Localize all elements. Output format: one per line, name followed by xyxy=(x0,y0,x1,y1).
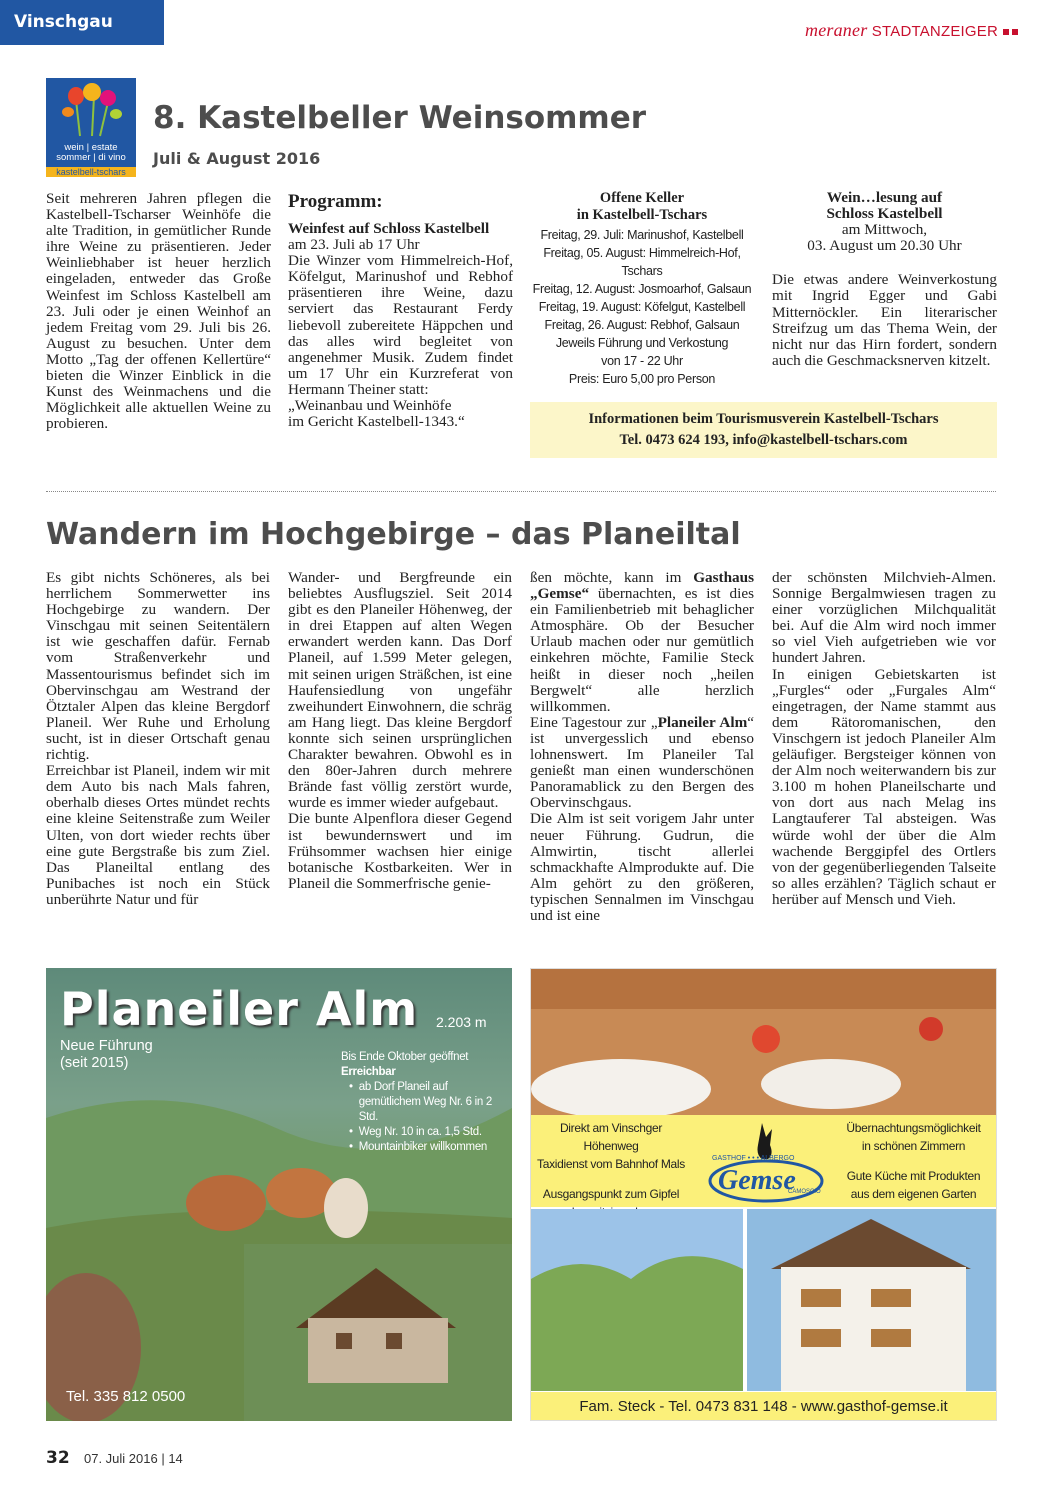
village-and-hotel-photos xyxy=(531,1209,996,1391)
gemse-text-line: Direkt am Vinschger Höhenweg xyxy=(559,1121,663,1153)
gemse-logo xyxy=(696,1115,836,1207)
gemse-right-text xyxy=(831,1119,996,1203)
logo-line: wein | estate xyxy=(64,142,118,153)
logo-line: sommer | di vino xyxy=(56,152,126,163)
text-run: übernachten, es ist dies ein Familienbetrieb mit behaglicher Atmosphäre. Ob der Besucher Urlaub machen oder nur gemütlich einkehren möchte, Familie Steck heißt in dieser noch „heilen Bergwelt“ alle herzlich willkommen. Eine Tagestour zur „ xyxy=(530,585,754,731)
gemse-text-line: in schönen Zimmern xyxy=(861,1139,966,1153)
gemse-text-line: Taxidienst vom Bahnhof Mals xyxy=(537,1157,685,1171)
ad-bullet-text: Mountainbiker willkommen xyxy=(358,1141,488,1153)
reading-text: Die etwas andere Weinverkostung mit Ingrid Egger und Gabi Mitternöckler. Ein literarischer Streifzug um das Thema Wein, der nicht nur das Hirn fordert, sondern auch die Geschmacksnerven kitzelt. xyxy=(772,271,997,369)
gemse-left-text xyxy=(531,1119,691,1221)
article-column-3 xyxy=(530,570,754,924)
info-line: Tel. 0473 624 193, info@kastelbell-tschars.com xyxy=(619,432,908,448)
intro-text: Seit mehreren Jahren pflegen die Kastelbell-Tscharser Weinhöfe die alte Tradition, in gemütlicher Runde ihre Weine zu präsentieren. Jeder Weinliebhaber ist heuer herzlich eingeladen, entweder das Große Weinfest im Schloss Kastelbell am 23. Juli oder je einen Weinhof an jedem Freitag vom 29. Juli bis 26. August zu besuchen. Unter dem Motto „Tag der offenen Kellertüre“ bieten die Winzer Einblick in die Kunst des Weinmachens und die Möglichkeit alle aktuellen Weine zu probieren. xyxy=(46,190,271,433)
restaurant-photo xyxy=(531,969,996,1115)
ad-phone: Tel. 335 812 0500 xyxy=(66,1388,186,1405)
article-title: 8. Kastelbeller Weinsommer xyxy=(153,100,647,136)
article-column-4: der schönsten Milchvieh-Almen. Sonnige Bergalmwiesen tragen zu einer vorzüglichen Milchqualität bei. Auf die Alm wird noch immer so viel Vieh aufgetrieben wie vor hundert Jahren. In einigen Gebietskarten ist „Furgles“ oder „Furgales Alm“ eingetragen, der Name stammt aus dem Rätoromanischen, den Vinschgern ist jedoch Planeiler Alm geläufiger. Bergsteiger können von der Alm noch weiterwandern bis zur 3.100 m hohen Planeilscharte und von dort aus nach Melag ins Langtauferer Tal absteigen. Was würde wohl der über die Alm wachende Berggipfel des Ortlers von der gegenüberliegenden Talseite so alles erzählen? Täglich schaut er herüber auf Mensch und Vieh. xyxy=(772,569,996,908)
cellar-item: Freitag, 26. August: Rebhof, Galsaun xyxy=(544,318,740,332)
cellar-heading: in Kastelbell-Tschars xyxy=(576,207,708,223)
cellar-column xyxy=(527,190,757,388)
text-run: ßen möchte, kann im xyxy=(530,569,694,586)
cellar-item: Freitag, 29. Juli: Marinushof, Kastelbell xyxy=(540,228,744,242)
weinsommer-logo xyxy=(46,78,136,176)
ad-reach-heading: Erreichbar xyxy=(341,1066,396,1078)
gemse-logo-top: GASTHOF • • • ALBERGO xyxy=(712,1155,795,1162)
intro-column xyxy=(46,191,271,432)
logo-text xyxy=(46,143,136,177)
reading-heading: Wein…lesung auf xyxy=(826,189,943,206)
gemse-footer: Fam. Steck - Tel. 0473 831 148 - www.gasthof-gemse.it xyxy=(531,1392,996,1421)
cellar-item: Preis: Euro 5,00 pro Person xyxy=(568,372,716,386)
masthead-publication: STADTANZEIGER xyxy=(871,23,998,40)
masthead xyxy=(805,20,1018,41)
gasthof-gemse-ad xyxy=(530,968,997,1421)
reading-column xyxy=(772,190,997,369)
article-subtitle: Juli & August 2016 xyxy=(153,149,321,168)
gemse-logo-name: Gemse xyxy=(718,1165,796,1196)
reading-when: 03. August um 20.30 Uhr xyxy=(807,237,962,255)
program-event: Weinfest auf Schloss Kastelbell xyxy=(288,220,490,237)
info-box xyxy=(530,402,997,458)
ad-subtitle xyxy=(60,1038,153,1072)
ad-bullet: • Weg Nr. 10 in ca. 1,5 Std. xyxy=(349,1126,482,1138)
ad-subtitle-line: (seit 2015) xyxy=(60,1055,129,1071)
program-heading: Programm: xyxy=(288,191,383,212)
cellar-item: Jeweils Führung und Verkostung xyxy=(555,336,729,350)
square-icon xyxy=(1012,29,1018,35)
ad-open: Bis Ende Oktober geöffnet xyxy=(341,1051,469,1063)
article-column-1: Es gibt nichts Schöneres, als bei herrlichem Sommerwetter ins Hochgebirge zu wandern. Der Vinschgau mit seinen Seitentälern ist wie geschaffen dafür. Fernab vom Straßenverkehr und Massentourismus befindet sich im Obervinschgau am Westrand der Ötztaler Alpen das kleine Bergdorf Planeil. Wer Ruhe und Erholung sucht, ist in dieser Ortschaft genau richtig. Erreichbar ist Planeil, indem wir mit dem Auto bis nach Mals fahren, oberhalb dieses Ortes mündet rechts eine kleine Seitenstraße zum Weiler Ulten, von dort wieder rechts über eine gute Bergstraße bis zum Ziel. Das Planeiltal entlang des Punibaches ist noch ein Stück unberührte Natur und für xyxy=(46,569,270,908)
planeiler-alm-ad xyxy=(46,968,512,1421)
gemse-text-line: Ausgangspunkt zum Gipfel xyxy=(542,1187,680,1201)
ad-bullet: • ab Dorf Planeil auf gemütlichem Weg Nr. 6 in 2 Std. xyxy=(341,1080,509,1125)
ad-altitude: 2.203 m xyxy=(436,1014,487,1030)
masthead-brand: meraner xyxy=(805,20,868,40)
ad-bullet-text: Weg Nr. 10 in ca. 1,5 Std. xyxy=(358,1126,482,1138)
ad-title: Planeiler Alm xyxy=(60,982,419,1036)
cellar-item: von 17 - 22 Uhr xyxy=(601,354,683,368)
issue-date: 07. Juli 2016 | 14 xyxy=(84,1451,183,1466)
reading-heading: Schloss Kastelbell xyxy=(826,205,943,223)
text-run: “ ist unvergesslich und ebenso lohnenswert. Im Planeiler Tal genießt man einen wunderschönen Panoramablick zu den Bergen des Obervinschgaus. Die Alm ist seit vorigem Jahr unter neuer Führung. Gudrun, die Almwirtin, tischt allerlei schmackhafte Almprodukte auf. Die Alm gehört zu den größeren, typischen Sennalmen im Vinschgau und ist eine xyxy=(530,713,754,924)
square-icon xyxy=(1003,29,1009,35)
program-text: am 23. Juli ab 17 Uhr Die Winzer vom Himmelreich-Hof, Köfelgut, Marinushof und Rebhof präsentieren ihre Weine, dazu serviert das Restaurant Ferdy liebevoll zubereitete Häppchen und das alles wird begleitet von angenehmer Musik. Zudem findet um 17 Uhr ein Kurzreferat von Hermann Theiner statt: „Weinanbau und Weinhöfe im Gericht Kastelbell-1343.“ xyxy=(288,236,513,431)
text-run-bold: Gasthaus „Gemse“ xyxy=(530,569,754,603)
program-column xyxy=(288,191,513,430)
ad-bullet-text: ab Dorf Planeil auf gemütlichem Weg Nr. 6 in 2 Std. xyxy=(358,1081,492,1123)
text-run-bold: Planeiler Alm xyxy=(657,713,748,731)
info-line: Informationen beim Tourismusverein Kastelbell-Tschars xyxy=(588,411,939,427)
divider xyxy=(46,491,996,492)
cellar-item: Freitag, 05. August: Himmelreich-Hof, Tschars xyxy=(543,246,741,278)
ad-reach-info xyxy=(341,1050,509,1155)
ad-subtitle-line: Neue Führung xyxy=(60,1038,153,1054)
flowers-icon xyxy=(46,78,136,138)
gemse-text-line: Übernachtungsmöglichkeit xyxy=(846,1121,981,1135)
page-number: 32 xyxy=(46,1448,70,1468)
gemse-logo-sub: CAMOSCIO xyxy=(788,1189,821,1195)
logo-line: kastelbell-tschars xyxy=(46,167,136,177)
cellar-list xyxy=(527,226,757,388)
gemse-text-line: Gute Küche mit Produkten xyxy=(846,1169,981,1183)
gemse-info-band xyxy=(531,1115,996,1207)
cellar-heading: Offene Keller xyxy=(599,190,685,206)
article-column-2: Wander- und Bergfreunde ein beliebtes Ausflugsziel. Seit 2014 gibt es den Planeiler Höhenweg, der in drei Etappen auf alten Wegen erwandert werden kann. Das Dorf Planeil, auf 1.599 Meter gelegen, mit seinen urigen Sträßchen, ist eine Haufensiedlung von ungefähr zweihundert Einwohnern, die schräg am Hang liegt. Das kleine Bergdorf konnte sich seinen ursprünglichen Charakter bewahren. Obwohl es in den 80er-Jahren durch mehrere Brände fast völlig zerstört wurde, wurde es immer wieder aufgebaut. Die bunte Alpenflora dieser Gegend ist bewundernswert und im Frühsommer wachsen hier einige botanische Kostbarkeiten. Wer in Planeil die Sommerfrische genie- xyxy=(288,569,512,892)
reading-when: am Mittwoch, xyxy=(841,221,928,239)
ad-bullet: • Mountainbiker willkommen xyxy=(349,1141,488,1153)
cellar-item: Freitag, 12. August: Josmoarhof, Galsaun xyxy=(532,282,752,296)
article-title: Wandern im Hochgebirge – das Planeiltal xyxy=(46,517,741,552)
section-tab: Vinschgau xyxy=(0,0,164,45)
cellar-item: Freitag, 19. August: Köfelgut, Kastelbell xyxy=(538,300,746,314)
gemse-text-line: aus dem eigenen Garten xyxy=(850,1187,977,1201)
